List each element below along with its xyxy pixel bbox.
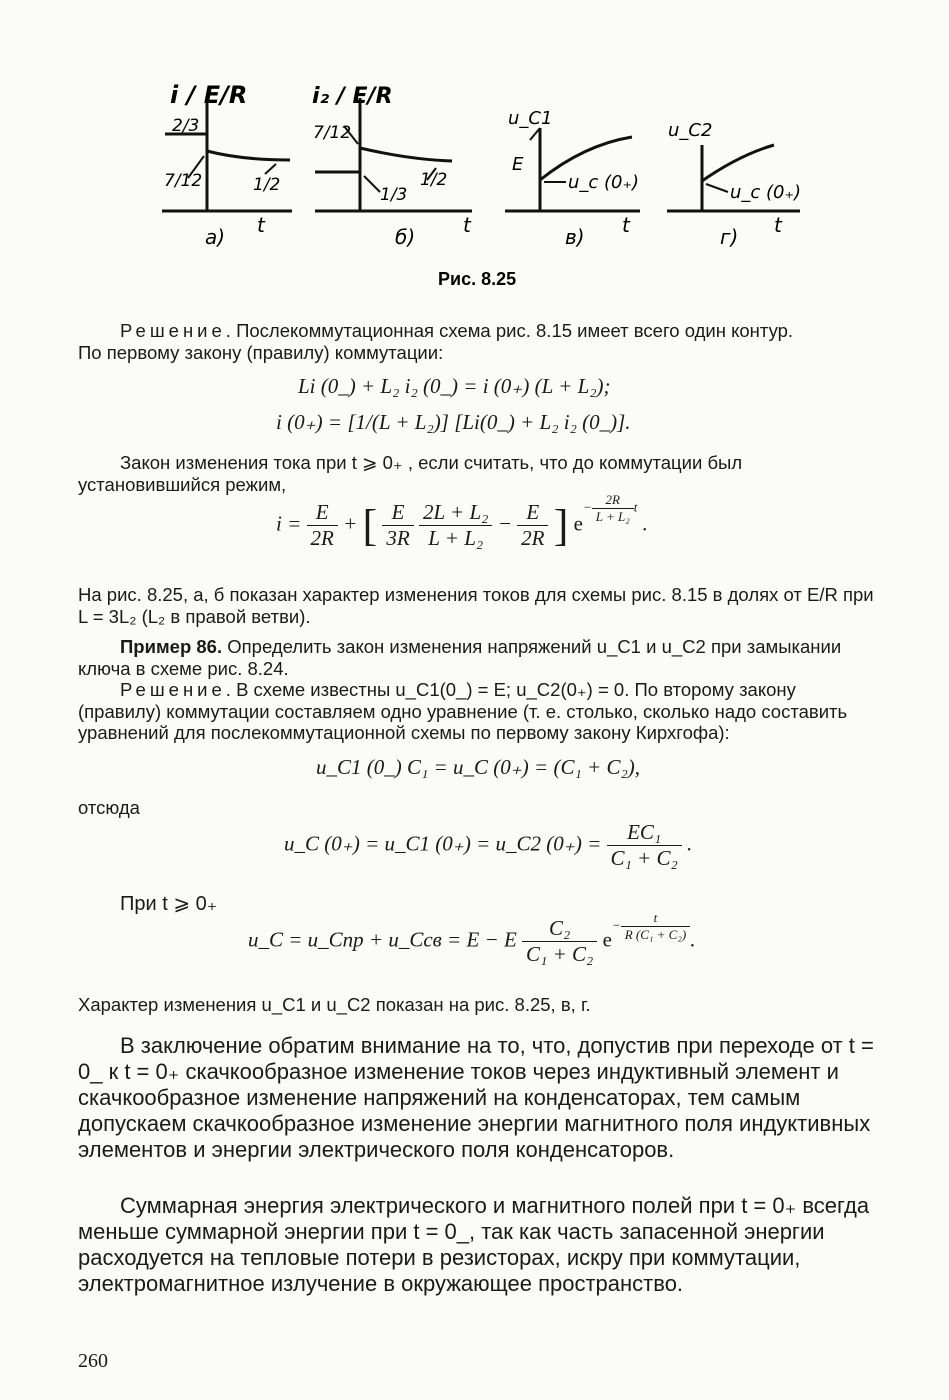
eq3-f4-den: 2R: [521, 526, 545, 550]
example-text: Определить закон изменения напряжений u_C1 и u_C2 при замыкании ключа в схеме рис. 8.24.: [78, 636, 842, 679]
eq6-exp-num: t: [621, 910, 691, 927]
panel-d-ylabel: u_C2: [668, 120, 713, 141]
panel-a-val-left: 7/12: [164, 171, 203, 191]
panel-c-plot: [505, 128, 640, 211]
solution-paragraph-1b: По первому закону (правилу) коммутации:: [78, 342, 444, 363]
panel-c-ylabel: u_C1: [508, 108, 553, 129]
equation-3: i = $\frac{E}{2R}$ + [ $\frac{E}{3R}$ $\frac{\text{2L + L₂}}{\text{L + L₂}}$ − $\frac{E}{2R}$ ] e− $\frac{2R}{\text{L + L₂}}$ t .: [276, 492, 648, 550]
panel-d-label: г): [720, 225, 739, 249]
equation-2: i (0₊) = [1/(L + L₂)] [Li(0_) + L₂ i₂ (0_)].: [276, 410, 631, 434]
eq3-f4-num: E: [517, 500, 548, 526]
eq3-f1-den: 2R: [310, 526, 334, 550]
panel-a-axis: t: [257, 213, 265, 237]
eq3-f1-num: E: [307, 500, 338, 526]
solution-word: Решение: [120, 320, 226, 341]
solution-word-2: Решение: [120, 679, 226, 700]
figure-caption: Рис. 8.25: [438, 269, 517, 289]
panel-c-axis: t: [622, 213, 630, 237]
eq5-num: EC₁: [607, 820, 682, 846]
panel-c-val-e: E: [512, 154, 524, 175]
eq5-den: C₁ + C₂: [610, 846, 678, 870]
panel-b-val-left: 1/3: [380, 185, 408, 205]
eq3-f3-num: 2L + L₂: [419, 500, 492, 526]
panel-c-curve-label: u_c (0₊): [568, 172, 640, 193]
p4-text: . В схеме известны u_C1(0_) = E; u_C2(0₊) = 0. По второму закону (правилу) коммутации составляем одно уравнение (т. е. столько, сколько надо составить уравнений для послекоммутационной схемы по первому закону Кирхгофа):: [78, 679, 848, 743]
paragraph-3: На рис. 8.25, а, б показан характер изменения токов для схемы рис. 8.15 в долях от E/R при L = 3L₂ (L₂ в правой ветви).: [78, 584, 874, 627]
eq3-f3-den: L + L₂: [428, 526, 484, 550]
panel-a-val-right: 1/2: [253, 175, 281, 195]
eq6-exp-den: R (C₁ + C₂): [624, 927, 687, 942]
eq3-f2-den: 3R: [386, 526, 410, 550]
paragraph-5: Характер изменения u_C1 и u_C2 показан на рис. 8.25, в, г.: [78, 994, 591, 1015]
equation-1: Li (0_) + L₂ i₂ (0_) = i (0₊) (L + L₂);: [298, 374, 611, 398]
conclusion-paragraph-2: Суммарная энергия электрического и магнитного полей при t = 0₊ всегда меньше суммарной энергии при t = 0_, так как часть запасенной энергии расходуется на тепловые потери в резисторах, искру при коммутации, электромагнитное излучение в окружающее пространство.: [78, 1193, 870, 1296]
page-number: 260: [78, 1350, 108, 1372]
panel-a-label: а): [205, 225, 226, 249]
panel-a-val-top: 2/3: [172, 116, 200, 136]
figure-8-25: [0, 0, 949, 300]
panel-d-curve-label: u_c (0₊): [730, 182, 802, 203]
equation-4: u_C1 (0_) C₁ = u_C (0₊) = (C₁ + C₂),: [316, 755, 640, 779]
panel-c-label: в): [565, 225, 585, 249]
panel-b-ylabel: i₂ / E/R: [312, 84, 393, 109]
otsyuda: отсюда: [78, 797, 140, 818]
eq6-den: C₁ + C₂: [526, 942, 594, 966]
eq6-lhs: u_C = u_Cпр + u_Cсв = E − E: [248, 927, 517, 952]
panel-b-val-top: 7/12: [313, 123, 352, 143]
solution-paragraph-2: [78, 679, 880, 744]
panel-b-label: б): [395, 225, 416, 249]
panel-d-axis: t: [774, 213, 782, 237]
solution-paragraph-1: [78, 320, 880, 342]
equation-6: u_C = u_Cпр + u_Cсв = E − E $\frac{\text{C₂}}{\text{C₁ + C₂}}$ e− $\frac{t}{\text{R (C₁ + C₂)}}$ .: [248, 910, 696, 966]
example-title: Пример 86.: [120, 636, 223, 657]
pri-t: При t ⩾ 0₊: [120, 893, 218, 915]
panel-b-val-right: 1/2: [420, 170, 448, 190]
conclusion-paragraph-1: В заключение обратим внимание на то, что, допустив при переходе от t = 0_ к t = 0₊ скачкообразное изменение токов через индуктивный элемент и скачкообразное изменение напряжений на конденсаторах, тем самым допускаем скачкообразное изменение энергии магнитного поля индуктивных элементов и энергии электрического поля конденсаторов.: [78, 1033, 874, 1162]
eq3-f2-num: E: [382, 500, 413, 526]
eq3-exp-num: 2R: [592, 492, 634, 509]
example-86: [78, 636, 880, 679]
eq3-lhs: i =: [276, 511, 302, 536]
paragraph-2: Закон изменения тока при t ⩾ 0₊ , если считать, что до коммутации был установившийся режим,: [78, 452, 743, 495]
p1-text: . Послекоммутационная схема рис. 8.15 имеет всего один контур.: [225, 320, 794, 341]
panel-a-ylabel: i / E/R: [170, 81, 248, 109]
eq5-lhs: u_C (0₊) = u_C1 (0₊) = u_C2 (0₊) =: [284, 831, 602, 856]
eq3-exp-den: L + L₂: [595, 509, 630, 524]
panel-b-axis: t: [463, 213, 471, 237]
eq6-num: C₂: [522, 916, 597, 942]
equation-5: u_C (0₊) = u_C1 (0₊) = u_C2 (0₊) = $\frac{\text{EC₁}}{\text{C₁ + C₂}}$ .: [284, 820, 693, 870]
